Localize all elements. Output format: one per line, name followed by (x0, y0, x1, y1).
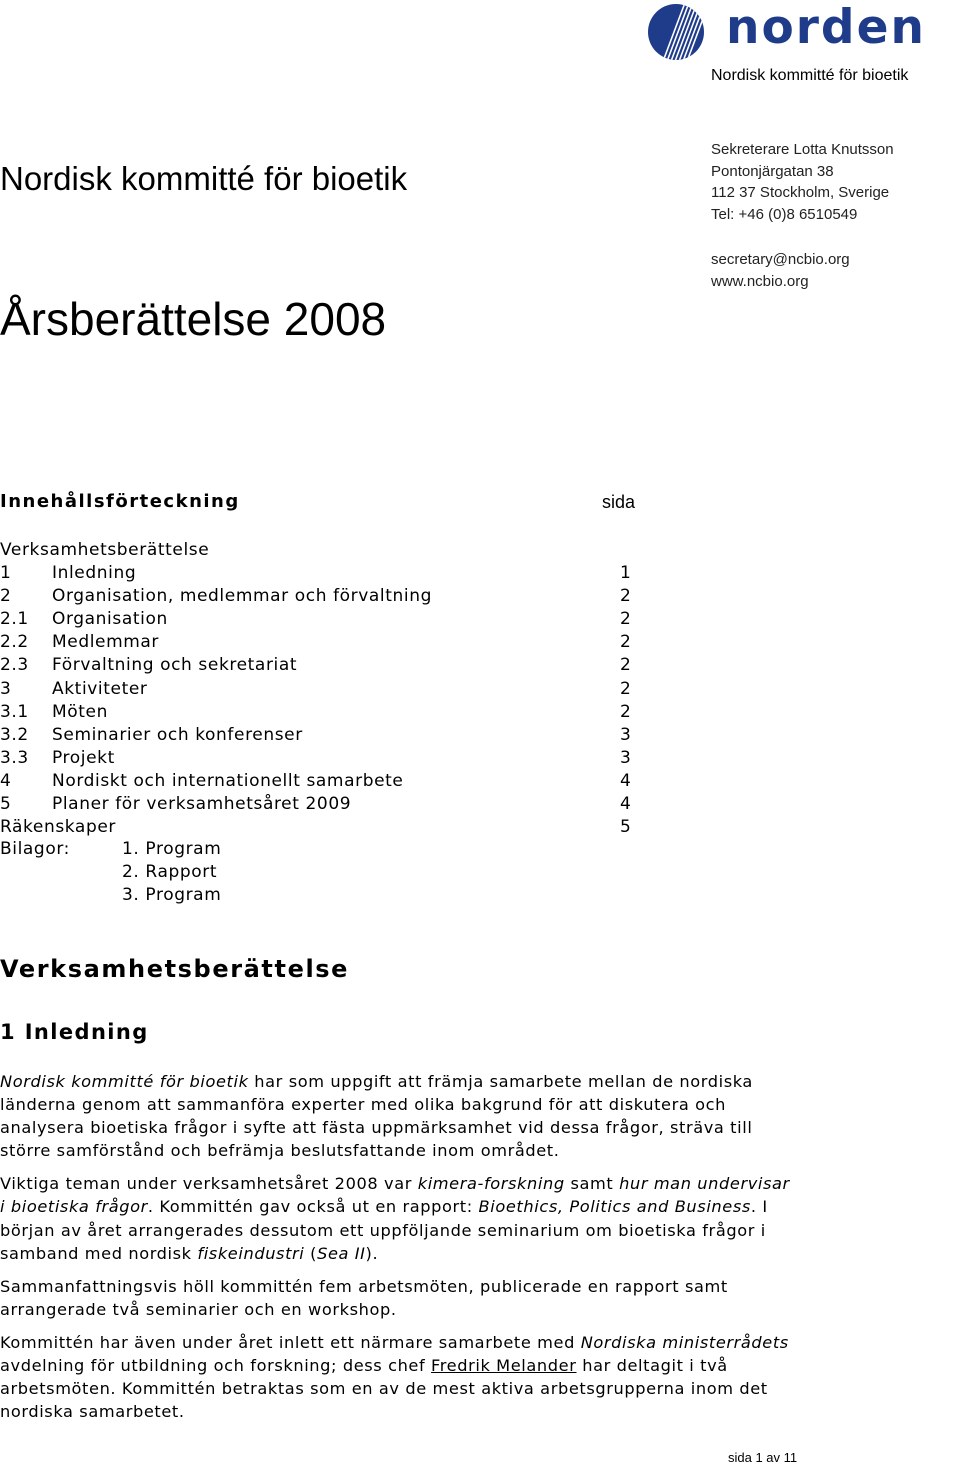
norden-wordmark: norden (726, 0, 926, 55)
toc-entry[interactable]: 1 Inledning 1 (0, 563, 632, 584)
paragraph: Nordisk kommitté för bioetik har som uppgift att främja samarbete mellan de nordiska länderna genom att sammanföra experter med olika bakgrund för att diskutera och analysera bioetiska frågor i syfte att fästa uppmärksamhet vid dessa frågor, sträva till större samförstånd och befrämja beslutsfattande inom området. (0, 1072, 753, 1161)
person-link[interactable]: Fredrik Melander (431, 1356, 577, 1376)
toc-entry[interactable]: 2.2 Medlemmar 2 (0, 632, 632, 653)
email-link[interactable]: secretary@ncbio.org (711, 251, 850, 268)
secretary-line: Sekreterare Lotta Knutsson (711, 141, 894, 158)
street-line: Pontonjärgatan 38 (711, 162, 834, 180)
city-line: 112 37 Stockholm, Sverige (711, 184, 890, 201)
web-link[interactable]: www.ncbio.org (711, 272, 809, 290)
subsection-heading: 1 Inledning (0, 1020, 149, 1044)
section-heading: Verksamhetsberättelse (0, 955, 350, 983)
tel-line: Tel: +46 (0)8 6510549 (711, 205, 858, 223)
toc-entry[interactable]: 3 Aktiviteter 2 (0, 678, 632, 699)
toc-entry[interactable]: 2 Organisation, medlemmar och förvaltning 2 (0, 586, 632, 607)
toc-heading: Innehållsförteckning (0, 491, 240, 512)
toc-entry[interactable]: 4 Nordiskt och internationellt samarbete 4 (0, 770, 632, 791)
table-of-contents (0, 539, 640, 839)
document-title: Nordisk kommitté för bioetik (0, 160, 408, 197)
toc-entry[interactable]: 3.2 Seminarier och konferenser 3 (0, 724, 632, 745)
page-number: sida 1 av 11 (728, 1450, 798, 1465)
norden-logo (644, 0, 924, 66)
toc-entry[interactable]: 5 Planer för verksamhetsåret 2009 4 (0, 794, 632, 815)
paragraph: Viktiga teman under verksamhetsåret 2008 var kimera-forskning samt hur man undervisar i bioetiska frågor. Kommittén gav också ut en rapport: Bioethics, Politics and Business. I början av året arrangerades dessutom ett uppföljande seminarium om bioetiska frågor i samband med nordisk fiskeindustri (Sea II). (0, 1174, 790, 1263)
toc-entry[interactable]: 2.1 Organisation 2 (0, 609, 632, 630)
body-text (0, 1070, 960, 1433)
norden-globe-icon (646, 2, 706, 62)
report-title: Årsberättelse 2008 (0, 293, 387, 345)
toc-entry[interactable]: 3.3 Projekt 3 (0, 747, 632, 768)
toc-section: Verksamhetsberättelse (0, 540, 210, 560)
address-block (711, 139, 894, 292)
toc-entry[interactable]: 2.3 Förvaltning och sekretariat 2 (0, 655, 632, 676)
header-org-name: Nordisk kommitté för bioetik (711, 67, 909, 84)
toc-page-column-label: sida (602, 492, 636, 512)
toc-entry[interactable]: 3.1 Möten 2 (0, 701, 632, 722)
paragraph: Sammanfattningsvis höll kommittén fem arbetsmöten, publicerade en rapport samt arrangerade två seminarier och en workshop. (0, 1276, 728, 1319)
paragraph: Kommittén har även under året inlett ett närmare samarbete med Nordiska ministerrådets avdelning för utbildning och forskning; dess chef Fredrik Melander har deltagit i två arbetsmöten. Kommittén betraktas som en av de mest aktiva arbetsgrupperna inom det nordiska samarbetet. (0, 1332, 789, 1422)
toc-entry-finance[interactable]: Räkenskaper 5 (0, 817, 632, 838)
